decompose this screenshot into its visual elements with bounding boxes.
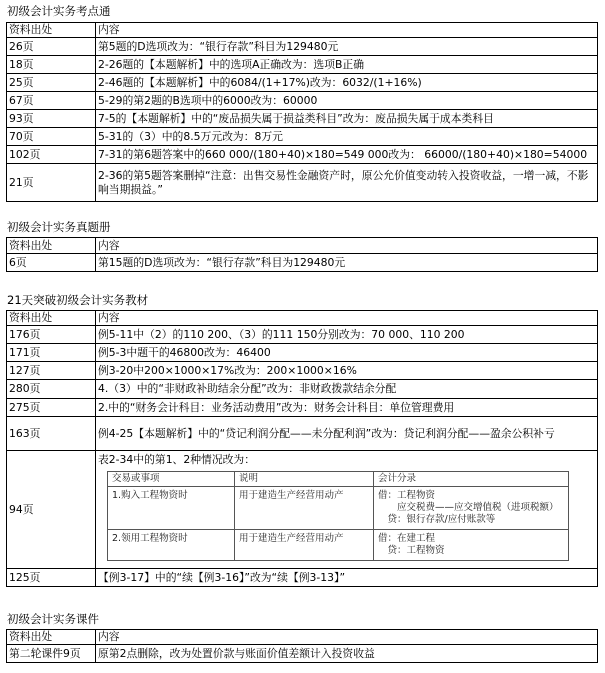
- row-content: 第5题的D选项改为：“银行存款”科目为129480元: [96, 38, 598, 56]
- row-page: 275页: [7, 399, 96, 417]
- row-content: 7-31的第6题答案中的660 000/(180+40)×180=549 000改为： 66000/(180+40)×180=54000: [96, 146, 598, 164]
- row-content: 例5-3中题干的46800改为：46400: [96, 344, 598, 362]
- row-page: 18页: [7, 56, 96, 74]
- row-page: 第二轮课件9页: [7, 645, 96, 663]
- header-source: 资料出处: [7, 238, 96, 254]
- header-source: 资料出处: [7, 23, 96, 38]
- errata-table-kejian: [6, 629, 598, 663]
- subtable-note: 用于建造生产经营用动产: [235, 487, 374, 530]
- subtable-row: [108, 487, 569, 530]
- table-row: [7, 110, 598, 128]
- section-title-zhentice: 初级会计实务真题册: [7, 220, 111, 234]
- subtable-header-entry: 会计分录: [374, 472, 569, 487]
- row-page: 26页: [7, 38, 96, 56]
- table-row: [7, 146, 598, 164]
- errata-table-zhentice: [6, 237, 598, 272]
- table-row: [7, 362, 598, 380]
- header-source: 资料出处: [7, 630, 96, 645]
- table-row: [7, 254, 598, 272]
- header-content: 内容: [96, 23, 598, 38]
- row-page: 6页: [7, 254, 96, 272]
- section-title-jiaocai: 21天突破初级会计实务教材: [7, 293, 149, 307]
- subtable-event: 1.购入工程物资时: [108, 487, 235, 530]
- table-row: [7, 164, 598, 202]
- row-page: 280页: [7, 380, 96, 399]
- row-content: [96, 451, 598, 569]
- table-header-row: [7, 238, 598, 254]
- table-row: [7, 344, 598, 362]
- row-page: 102页: [7, 146, 96, 164]
- table-row: [7, 74, 598, 92]
- subtable-event: 2.领用工程物资时: [108, 530, 235, 561]
- table-header-row: [7, 630, 598, 645]
- errata-table-kaodiantong: [6, 22, 598, 202]
- table-row: [7, 326, 598, 344]
- subtable-header-row: [108, 472, 569, 487]
- subtable-container: [98, 451, 595, 567]
- row-content: 5-29的第2题的B选项中的6000改为：60000: [96, 92, 598, 110]
- row-page: 127页: [7, 362, 96, 380]
- row-content: 例4-25【本题解析】中的“贷记利润分配——未分配利润”改为：贷记利润分配——盈余公积补亏: [96, 417, 598, 451]
- table-row: [7, 451, 598, 569]
- row-content: 2.中的“财务会计科目：业务活动费用”改为：财务会计科目：单位管理费用: [96, 399, 598, 417]
- subtable-note: 用于建造生产经营用动产: [235, 530, 374, 561]
- entry-line: 贷：工程物资: [378, 545, 445, 556]
- row-content: 2-26题的【本题解析】中的选项A正确改为：选项B正确: [96, 56, 598, 74]
- row-content: 例3-20中200×1000×17%改为：200×1000×16%: [96, 362, 598, 380]
- table-header-row: [7, 23, 598, 38]
- table-row: [7, 128, 598, 146]
- subtable-entry: [374, 487, 569, 530]
- row-content: 2-36的第5题答案删掉“注意：出售交易性金融资产时，原公允价值变动转入投资收益，一增一减，不影响当期损益。”: [96, 164, 598, 202]
- subtable-header-note: 说明: [235, 472, 374, 487]
- entry-line: 贷：银行存款/应付账款等: [378, 514, 496, 525]
- row-content-text: 表2-34中的第1、2种情况改为：: [98, 453, 256, 466]
- row-content: 第15题的D选项改为：“银行存款”科目为129480元: [96, 254, 598, 272]
- row-content: 5-31的（3）中的8.5万元改为：8万元: [96, 128, 598, 146]
- header-source: 资料出处: [7, 311, 96, 326]
- row-page: 176页: [7, 326, 96, 344]
- row-content: 4.（3）中的“非财政补助结余分配”改为：非财政拨款结余分配: [96, 380, 598, 399]
- entry-line: 应交税费——应交增值税（进项税额）: [378, 502, 559, 513]
- row-page: 93页: [7, 110, 96, 128]
- row-page: 163页: [7, 417, 96, 451]
- row-content: 例5-11中（2）的110 200、（3）的111 150分别改为：70 000、110 200: [96, 326, 598, 344]
- header-content: 内容: [96, 238, 598, 254]
- row-page: 67页: [7, 92, 96, 110]
- table-row: [7, 399, 598, 417]
- row-content: 【例3-17】中的“续【例3-16】”改为“续【例3-13】”: [96, 569, 598, 587]
- row-page: 70页: [7, 128, 96, 146]
- table-row: [7, 417, 598, 451]
- errata-table-jiaocai: [6, 310, 598, 587]
- row-content: 7-5的【本题解析】中的“废品损失属于损益类科目”改为：废品损失属于成本类科目: [96, 110, 598, 128]
- row-page: 171页: [7, 344, 96, 362]
- row-page: 125页: [7, 569, 96, 587]
- embedded-journal-table: [107, 471, 569, 561]
- header-content: 内容: [96, 311, 598, 326]
- table-row: [7, 569, 598, 587]
- table-header-row: [7, 311, 598, 326]
- subtable-header-event: 交易或事项: [108, 472, 235, 487]
- subtable-row: [108, 530, 569, 561]
- section-title-kaodiantong: 初级会计实务考点通: [7, 4, 111, 18]
- section-title-kejian: 初级会计实务课件: [7, 612, 99, 626]
- entry-line: 借：工程物资: [378, 490, 436, 501]
- table-row: [7, 56, 598, 74]
- row-page: 21页: [7, 164, 96, 202]
- table-row: [7, 380, 598, 399]
- table-row: [7, 645, 598, 663]
- entry-line: 借：在建工程: [378, 533, 436, 544]
- header-content: 内容: [96, 630, 598, 645]
- table-row: [7, 38, 598, 56]
- row-content: 原第2点删除，改为处置价款与账面价值差额计入投资收益: [96, 645, 598, 663]
- subtable-entry: [374, 530, 569, 561]
- row-content: 2-46题的【本题解析】中的6084/(1+17%)改为：6032/(1+16%): [96, 74, 598, 92]
- table-row: [7, 92, 598, 110]
- row-page: 94页: [7, 451, 96, 569]
- row-page: 25页: [7, 74, 96, 92]
